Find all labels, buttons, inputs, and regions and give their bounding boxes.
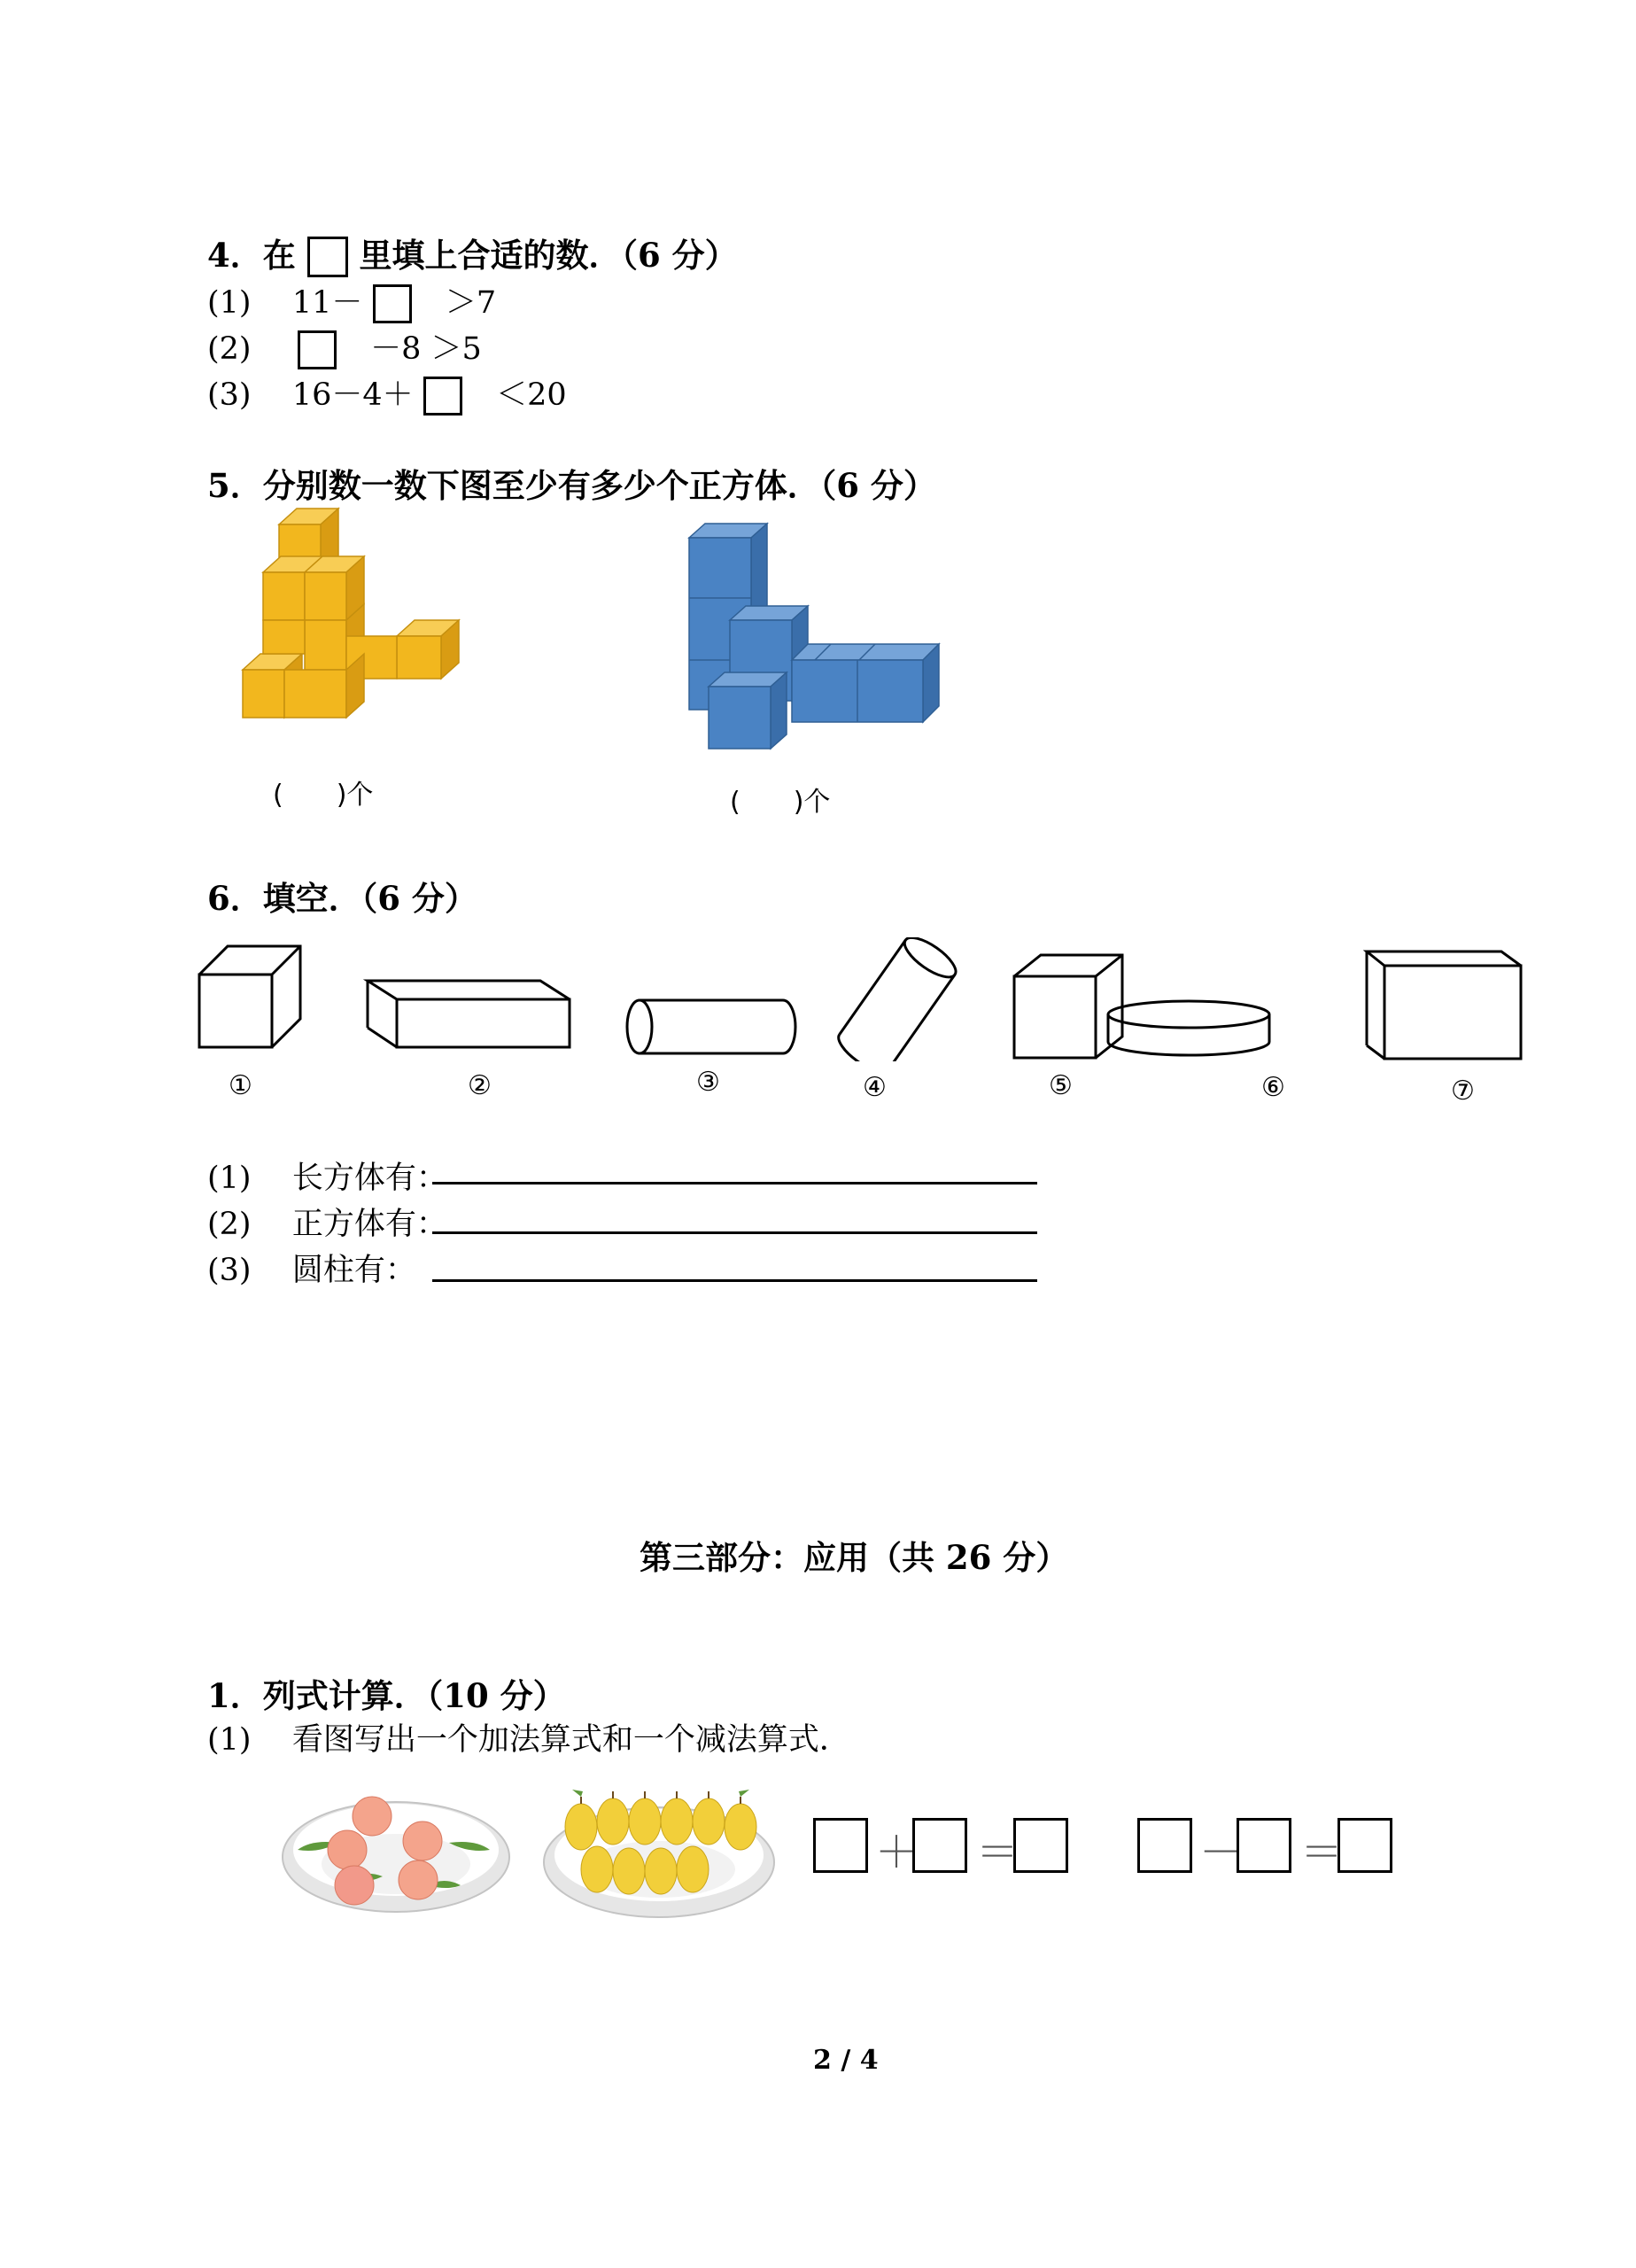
shape-3-cylinder [627, 1000, 795, 1053]
expression-post: －8 ＞5 [370, 331, 482, 367]
expression-post: ＜20 [496, 377, 567, 413]
page-number: 2 / 4 [813, 2045, 879, 2076]
q6-title: 6．填空．（6 分） [207, 879, 477, 918]
difference-box[interactable] [1337, 1818, 1392, 1873]
shape-2-cuboid [368, 981, 570, 1047]
q4-item-3 [207, 370, 567, 416]
item-number: (3) [207, 377, 252, 413]
item-number: (2) [207, 1207, 252, 1242]
addend-box-2[interactable] [912, 1818, 967, 1873]
item-number: (1) [207, 1722, 252, 1758]
shape-label-3: ③ [696, 1067, 720, 1098]
item-label: 看图写出一个加法算式和一个减法算式． [291, 1722, 850, 1758]
item-label: 长方体有： [291, 1161, 447, 1196]
blue-cube-stack [682, 518, 948, 766]
expression-pre: 16－4＋ [291, 377, 414, 413]
minus-sign: － [1199, 1828, 1243, 1877]
shape-7-cuboid [1367, 951, 1521, 1059]
q6-item-3 [207, 1246, 416, 1290]
solid-shapes-row [195, 937, 1541, 1061]
app1-title: 1．列式计算．（10 分） [207, 1676, 566, 1715]
equals-sign: ＝ [976, 1828, 1020, 1877]
plate-of-peaches [276, 1781, 516, 1922]
shape-label-5: ⑤ [1049, 1070, 1073, 1101]
shape-4-cylinder [833, 937, 961, 1061]
shape-label-6: ⑥ [1261, 1072, 1285, 1103]
part3-title: 第三部分：应用（共 26 分） [640, 1538, 1069, 1577]
shape-1-cube [199, 946, 300, 1047]
shape-label-2: ② [468, 1070, 492, 1101]
answer-box[interactable] [298, 330, 337, 369]
plate-of-pears [535, 1781, 783, 1927]
q4-item-2 [207, 324, 482, 369]
sum-box[interactable] [1013, 1818, 1068, 1873]
q5-title: 5．分别数一数下图至少有多少个正方体．（6 分） [207, 466, 936, 505]
answer-box[interactable] [423, 377, 462, 416]
item-label: 正方体有： [291, 1207, 447, 1242]
answer-box[interactable] [307, 237, 348, 277]
addend-box-1[interactable] [813, 1818, 868, 1873]
equals-sign: ＝ [1300, 1828, 1344, 1877]
item-number: (2) [207, 331, 252, 367]
expression-post: ＞7 [445, 285, 497, 321]
answer-line-cuboid[interactable] [432, 1182, 1037, 1184]
item-label: 圆柱有： [291, 1253, 416, 1288]
shape-label-4: ④ [863, 1072, 887, 1103]
answer-line-cube[interactable] [432, 1231, 1037, 1234]
answer-line-cylinder[interactable] [432, 1279, 1037, 1282]
shape-label-1: ① [229, 1070, 252, 1101]
count-answer-left[interactable]: ( )个 [273, 780, 374, 811]
answer-box[interactable] [373, 284, 412, 323]
shape-5-cube [1014, 955, 1122, 1058]
item-number: (1) [207, 1161, 252, 1196]
yellow-cube-stack [230, 505, 487, 753]
plus-sign: ＋ [875, 1828, 919, 1877]
q4-title-pre: 4．在 [207, 236, 296, 275]
q4-title [207, 229, 738, 277]
q4-item-1 [207, 278, 496, 323]
shape-label-7: ⑦ [1451, 1076, 1475, 1107]
q4-title-post: 里填上合适的数．（6 分） [359, 236, 738, 275]
minuend-box[interactable] [1137, 1818, 1192, 1873]
expression-pre: 11－ [291, 285, 363, 321]
item-number: (3) [207, 1253, 252, 1288]
q6-item-1 [207, 1153, 447, 1198]
app1-subtitle [207, 1715, 850, 1759]
subtrahend-box[interactable] [1237, 1818, 1291, 1873]
item-number: (1) [207, 285, 252, 321]
shape-6-cylinder [1108, 1001, 1269, 1055]
count-answer-right[interactable]: ( )个 [730, 787, 831, 818]
q6-item-2 [207, 1200, 447, 1244]
